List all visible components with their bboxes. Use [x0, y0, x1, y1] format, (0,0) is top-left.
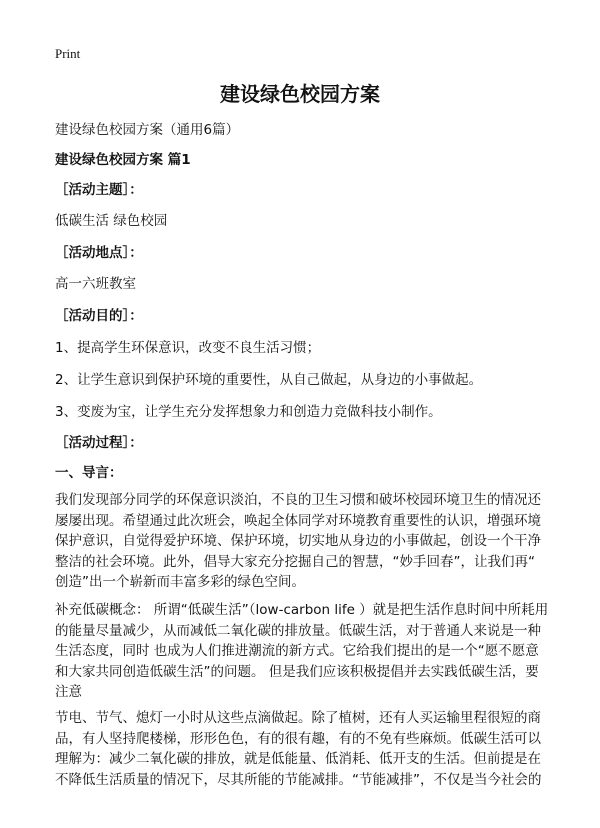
text-line: 我们发现部分同学的环保意识淡泊，不良的卫生习惯和破坏校园环境卫生的情况还: [55, 492, 541, 508]
text-line: 节电、节气、熄灯一小时从这些点滴做起。除了植树，还有人买运输里程很短的商: [55, 710, 541, 726]
text-line: 屡屡出现。希望通过此次班会，唤起全体同学对环境教育重要性的认识，增强环境: [55, 512, 541, 529]
process-heading: ［活动过程］：: [55, 435, 143, 451]
intro-paragraph: [55, 490, 550, 593]
purpose-heading: ［活动目的］：: [55, 308, 143, 324]
text-line: 补充低碳概念： 所谓“低碳生活”（low-carbon life ）就是把生活作息时间中所耗用: [55, 602, 549, 618]
text-line: 整洁的社会环境。此外，倡导大家充分挖掘自己的智慧，“妙手回春”，让我们再“: [55, 553, 535, 570]
text-line: 的能量尽量减少，从而减低二氧化碳的排放量。低碳生活，对于普通人来说是一种: [55, 622, 541, 639]
text-line: 理解为：减少二氧化碳的排放，就是低能量、低消耗、低开支的生活。但前提是在: [55, 751, 541, 767]
text-line: 生活态度，同时 也成为人们推进潮流的新方式。它给我们提出的是一个“愿不愿意: [55, 643, 539, 659]
intro-heading: 一、导言：: [55, 465, 123, 481]
text-line: 品，有人坚持爬楼梯，形形色色，有的很有趣，有的不免有些麻烦。低碳生活可以: [55, 730, 541, 747]
place-heading: ［活动地点］：: [55, 245, 143, 261]
energy-paragraph: [55, 708, 550, 790]
purpose-item: 2、让学生意识到保护环境的重要性，从自己做起，从身边的小事做起。: [55, 372, 483, 388]
document-title: 建设绿色校园方案: [220, 82, 380, 106]
text-line: 不降低生活质量的情况下，尽其所能的节能减排。“节能减排”，不仅是当今社会的: [55, 771, 542, 788]
subtitle: 建设绿色校园方案（通用6篇）: [55, 122, 240, 138]
text-line: 创造”出一个崭新而丰富多彩的绿色空间。: [55, 574, 305, 590]
section-title: 建设绿色校园方案 篇1: [55, 152, 191, 168]
place-text: 高一六班教室: [55, 276, 136, 292]
theme-text: 低碳生活 绿色校园: [55, 213, 168, 229]
purpose-item: 3、变废为宝，让学生充分发挥想象力和创造力竞做科技小制作。: [55, 404, 442, 420]
text-line: 和大家共同创造低碳生活”的问题。 但是我们应该积极提倡并去实践低碳生活，要: [55, 663, 539, 680]
text-line: 保护意识，自觉得爱护环境、保护环境，切实地从身边的小事做起，创设一个干净: [55, 533, 541, 549]
text-line: 注意: [55, 684, 82, 700]
purpose-item: 1、提高学生环保意识，改变不良生活习惯；: [55, 340, 321, 356]
print-link[interactable]: Print: [55, 46, 81, 61]
theme-heading: ［活动主题］：: [55, 182, 143, 198]
low-carbon-paragraph: [55, 600, 550, 703]
